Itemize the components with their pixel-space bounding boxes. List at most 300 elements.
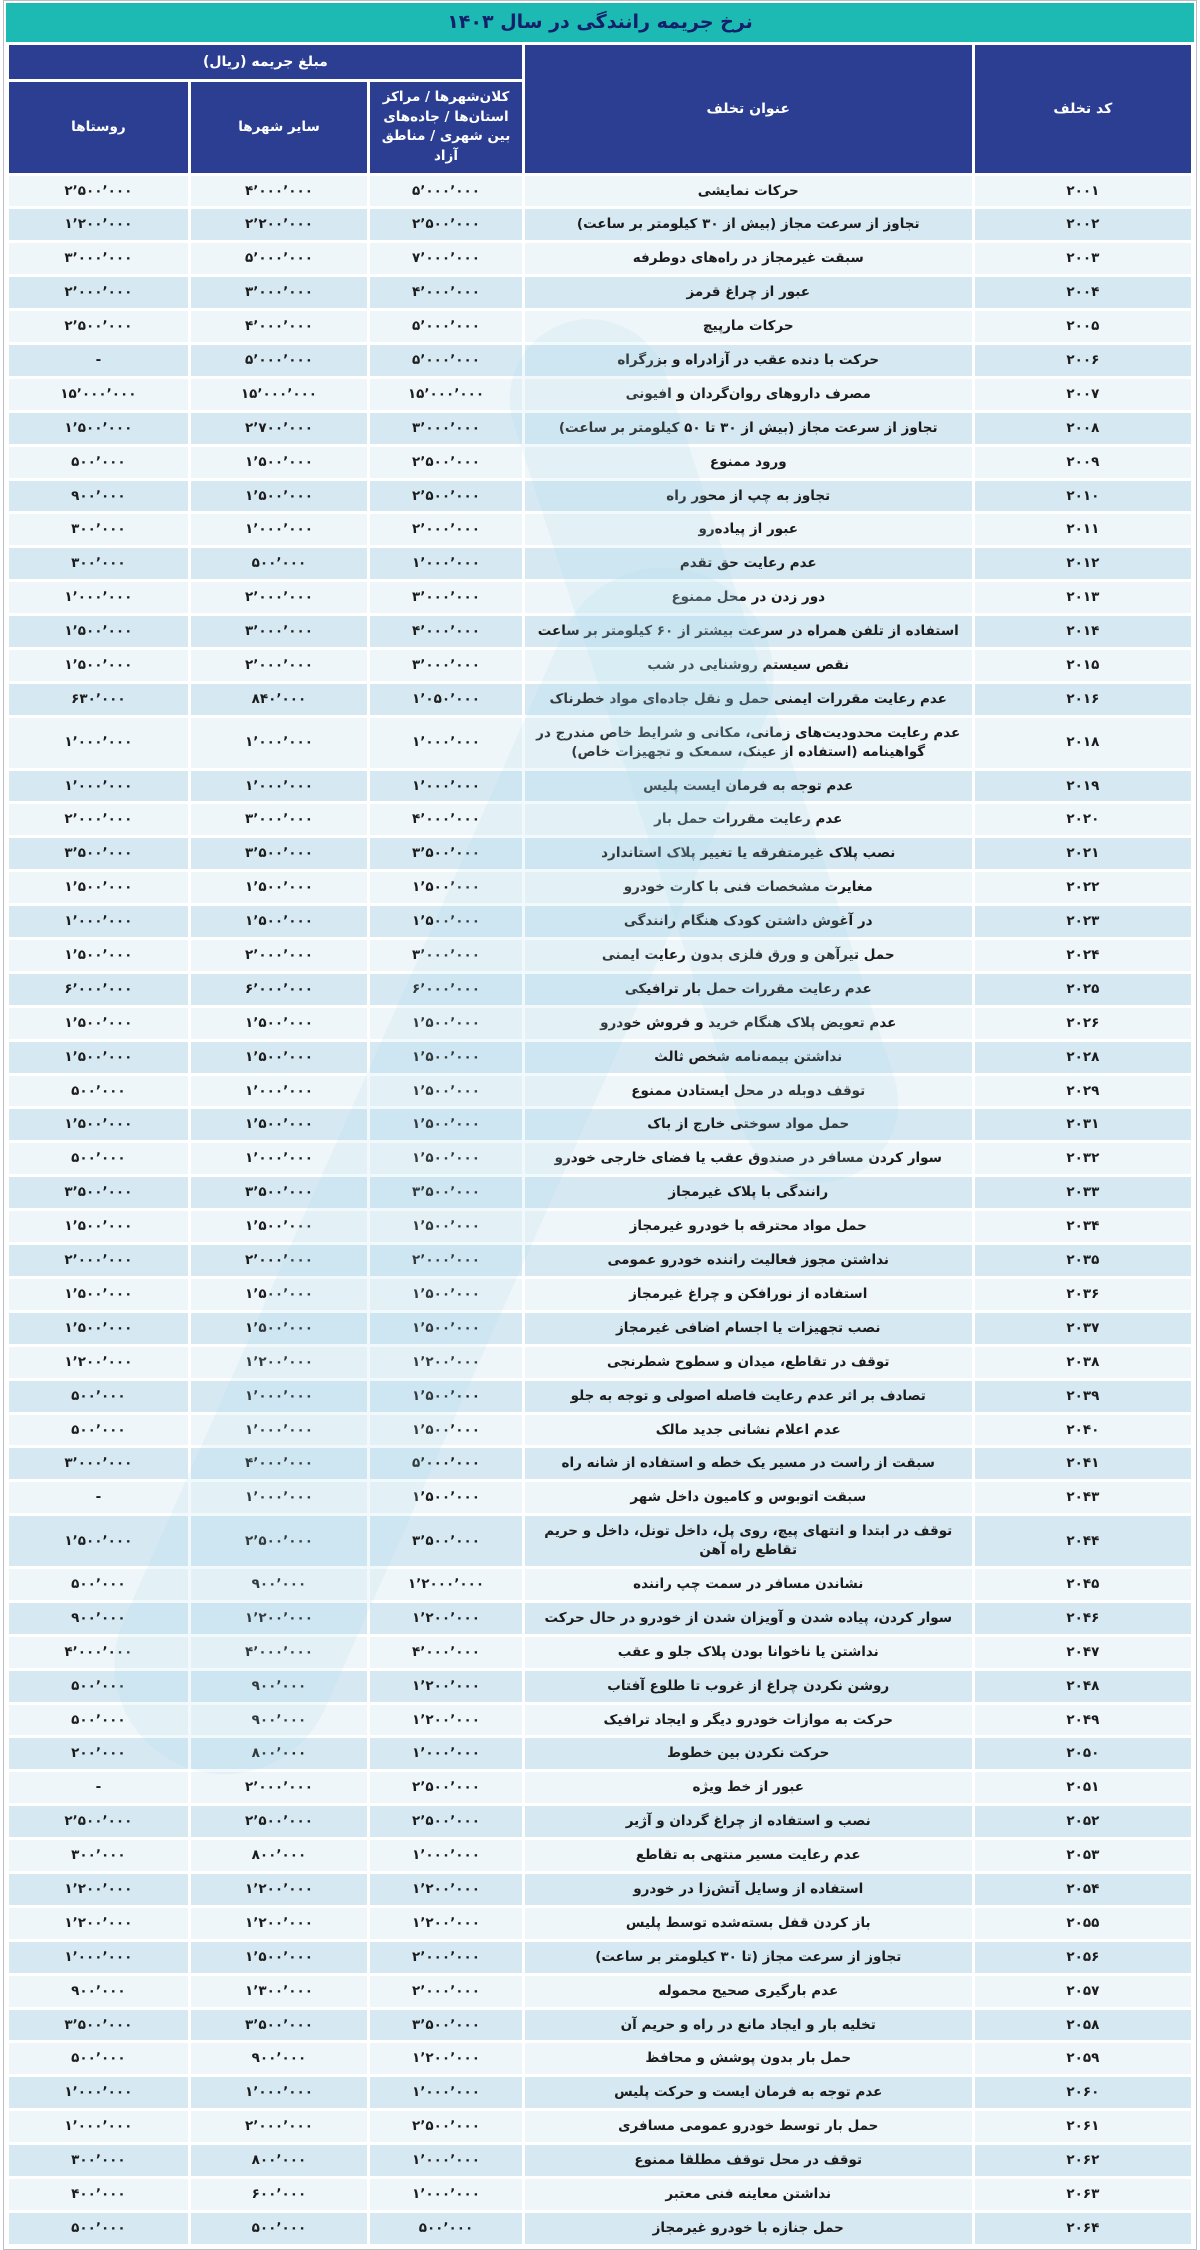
cell-code: ۲۰۲۴ (975, 940, 1191, 971)
cell-violation: عبور از چراغ قرمز (525, 277, 972, 308)
cell-violation: سوار کردن، پیاده شدن و آویزان شدن از خودرو در حال حرکت (525, 1603, 972, 1634)
cell-metropolis: ۵٬۰۰۰٬۰۰۰ (370, 176, 522, 207)
table-row (9, 718, 1191, 768)
cell-metropolis: ۱٬۵۰۰٬۰۰۰ (370, 1482, 522, 1513)
cell-metropolis: ۴٬۰۰۰٬۰۰۰ (370, 804, 522, 835)
cell-other-cities: ۲٬۰۰۰٬۰۰۰ (191, 1772, 367, 1803)
cell-code: ۲۰۱۰ (975, 481, 1191, 512)
table-row (9, 1840, 1191, 1871)
cell-villages: ۲٬۵۰۰٬۰۰۰ (9, 1806, 188, 1837)
cell-code: ۲۰۵۳ (975, 1840, 1191, 1871)
cell-villages: ۱٬۲۰۰٬۰۰۰ (9, 209, 188, 240)
cell-code: ۲۰۰۵ (975, 311, 1191, 342)
table-row (9, 771, 1191, 802)
cell-metropolis: ۱٬۰۵۰٬۰۰۰ (370, 684, 522, 715)
cell-code: ۲۰۳۶ (975, 1279, 1191, 1310)
cell-metropolis: ۱٬۲۰۰٬۰۰۰ (370, 1347, 522, 1378)
cell-metropolis: ۱٬۰۰۰٬۰۰۰ (370, 2179, 522, 2210)
cell-metropolis: ۱٬۵۰۰٬۰۰۰ (370, 1313, 522, 1344)
cell-code: ۲۰۴۸ (975, 1671, 1191, 1702)
fines-page (3, 0, 1197, 2250)
cell-other-cities: ۲٬۵۰۰٬۰۰۰ (191, 1806, 367, 1837)
cell-other-cities: ۱٬۰۰۰٬۰۰۰ (191, 1143, 367, 1174)
cell-violation: سبقت از راست در مسیر یک خطه و استفاده از شانه راه (525, 1448, 972, 1479)
cell-villages: ۱٬۵۰۰٬۰۰۰ (9, 1211, 188, 1242)
cell-villages: ۲٬۰۰۰٬۰۰۰ (9, 804, 188, 835)
table-row (9, 1008, 1191, 1039)
cell-other-cities: ۵٬۰۰۰٬۰۰۰ (191, 345, 367, 376)
cell-violation: توقف دوبله در محل ایستادن ممنوع (525, 1076, 972, 1107)
cell-code: ۲۰۵۹ (975, 2043, 1191, 2074)
cell-violation: حمل بار بدون پوشش و محافظ (525, 2043, 972, 2074)
table-row (9, 2213, 1191, 2244)
cell-violation: ورود ممنوع (525, 447, 972, 478)
cell-violation: روشن نکردن چراغ از غروب تا طلوع آفتاب (525, 1671, 972, 1702)
cell-villages: ۲٬۰۰۰٬۰۰۰ (9, 1245, 188, 1276)
table-row (9, 548, 1191, 579)
cell-metropolis: ۱٬۵۰۰٬۰۰۰ (370, 1109, 522, 1140)
cell-other-cities: ۱٬۵۰۰٬۰۰۰ (191, 1042, 367, 1073)
cell-other-cities: ۹۰۰٬۰۰۰ (191, 1569, 367, 1600)
cell-other-cities: ۱٬۵۰۰٬۰۰۰ (191, 906, 367, 937)
column-header-other-cities: سایر شهرها (191, 82, 367, 172)
cell-code: ۲۰۶۳ (975, 2179, 1191, 2210)
cell-violation: عدم بارگیری صحیح محموله (525, 1976, 972, 2007)
cell-other-cities: ۲٬۰۰۰٬۰۰۰ (191, 2111, 367, 2142)
cell-villages: ۱٬۵۰۰٬۰۰۰ (9, 1279, 188, 1310)
cell-metropolis: ۱٬۲۰۰٬۰۰۰ (370, 1705, 522, 1736)
cell-violation: عدم رعایت مسیر منتهی به تقاطع (525, 1840, 972, 1871)
table-row (9, 1415, 1191, 1446)
cell-metropolis: ۲٬۵۰۰٬۰۰۰ (370, 209, 522, 240)
cell-other-cities: ۱۵٬۰۰۰٬۰۰۰ (191, 379, 367, 410)
cell-metropolis: ۲٬۵۰۰٬۰۰۰ (370, 447, 522, 478)
table-row (9, 1908, 1191, 1939)
cell-code: ۲۰۳۳ (975, 1177, 1191, 1208)
table-row (9, 2010, 1191, 2041)
cell-violation: توقف در تقاطع، میدان و سطوح شطرنجی (525, 1347, 972, 1378)
cell-villages: ۱٬۰۰۰٬۰۰۰ (9, 906, 188, 937)
cell-villages: ۱٬۵۰۰٬۰۰۰ (9, 1008, 188, 1039)
cell-violation: حمل بار توسط خودرو عمومی مسافری (525, 2111, 972, 2142)
table-row (9, 1109, 1191, 1140)
cell-code: ۲۰۰۴ (975, 277, 1191, 308)
table-row (9, 804, 1191, 835)
cell-other-cities: ۱٬۵۰۰٬۰۰۰ (191, 872, 367, 903)
cell-metropolis: ۱٬۵۰۰٬۰۰۰ (370, 1143, 522, 1174)
cell-other-cities: ۳٬۰۰۰٬۰۰۰ (191, 277, 367, 308)
cell-other-cities: ۱٬۰۰۰٬۰۰۰ (191, 1381, 367, 1412)
table-row (9, 379, 1191, 410)
cell-villages: ۹۰۰٬۰۰۰ (9, 1603, 188, 1634)
cell-metropolis: ۳٬۰۰۰٬۰۰۰ (370, 582, 522, 613)
cell-code: ۲۰۲۰ (975, 804, 1191, 835)
cell-villages: ۳۰۰٬۰۰۰ (9, 514, 188, 545)
cell-other-cities: ۵۰۰٬۰۰۰ (191, 2213, 367, 2244)
cell-metropolis: ۱٬۰۰۰٬۰۰۰ (370, 1840, 522, 1871)
cell-metropolis: ۱٬۰۰۰٬۰۰۰ (370, 1738, 522, 1769)
cell-violation: عدم رعایت مقررات حمل بار (525, 804, 972, 835)
cell-villages: ۱٬۰۰۰٬۰۰۰ (9, 771, 188, 802)
cell-villages: ۵۰۰٬۰۰۰ (9, 1569, 188, 1600)
table-row (9, 616, 1191, 647)
cell-violation: نداشتن یا ناخوانا بودن پلاک جلو و عقب (525, 1637, 972, 1668)
table-row (9, 243, 1191, 274)
cell-other-cities: ۴٬۰۰۰٬۰۰۰ (191, 1637, 367, 1668)
cell-violation: عدم توجه به فرمان ایست و حرکت پلیس (525, 2077, 972, 2108)
cell-villages: ۱٬۵۰۰٬۰۰۰ (9, 650, 188, 681)
cell-code: ۲۰۲۲ (975, 872, 1191, 903)
cell-villages: ۲٬۵۰۰٬۰۰۰ (9, 311, 188, 342)
cell-metropolis: ۳٬۵۰۰٬۰۰۰ (370, 1177, 522, 1208)
cell-metropolis: ۶٬۰۰۰٬۰۰۰ (370, 974, 522, 1005)
table-row (9, 1245, 1191, 1276)
table-row (9, 1603, 1191, 1634)
cell-code: ۲۰۰۳ (975, 243, 1191, 274)
cell-code: ۲۰۴۷ (975, 1637, 1191, 1668)
table-row (9, 974, 1191, 1005)
cell-violation: نداشتن معاینه فنی معتبر (525, 2179, 972, 2210)
cell-villages: ۵۰۰٬۰۰۰ (9, 1671, 188, 1702)
cell-villages: ۳٬۰۰۰٬۰۰۰ (9, 1448, 188, 1479)
cell-other-cities: ۱٬۳۰۰٬۰۰۰ (191, 1976, 367, 2007)
cell-other-cities: ۲٬۰۰۰٬۰۰۰ (191, 940, 367, 971)
cell-violation: نداشتن بیمه‌نامه شخص ثالث (525, 1042, 972, 1073)
table-row (9, 1177, 1191, 1208)
cell-villages: ۱٬۲۰۰٬۰۰۰ (9, 1347, 188, 1378)
cell-metropolis: ۳٬۵۰۰٬۰۰۰ (370, 2010, 522, 2041)
cell-villages: ۵۰۰٬۰۰۰ (9, 1381, 188, 1412)
cell-other-cities: ۵۰۰٬۰۰۰ (191, 548, 367, 579)
cell-metropolis: ۱٬۵۰۰٬۰۰۰ (370, 1381, 522, 1412)
cell-code: ۲۰۰۲ (975, 209, 1191, 240)
cell-villages: ۳۰۰٬۰۰۰ (9, 1840, 188, 1871)
table-row (9, 1671, 1191, 1702)
cell-metropolis: ۱٬۰۰۰٬۰۰۰ (370, 2145, 522, 2176)
table-row (9, 1942, 1191, 1973)
cell-metropolis: ۱٬۵۰۰٬۰۰۰ (370, 1415, 522, 1446)
cell-metropolis: ۴٬۰۰۰٬۰۰۰ (370, 277, 522, 308)
cell-other-cities: ۱٬۰۰۰٬۰۰۰ (191, 2077, 367, 2108)
cell-metropolis: ۱٬۰۰۰٬۰۰۰ (370, 548, 522, 579)
cell-villages: ۵۰۰٬۰۰۰ (9, 447, 188, 478)
cell-code: ۲۰۶۰ (975, 2077, 1191, 2108)
cell-code: ۲۰۲۹ (975, 1076, 1191, 1107)
cell-violation: حرکات نمایشی (525, 176, 972, 207)
cell-metropolis: ۱٬۲۰۰٬۰۰۰ (370, 1603, 522, 1634)
cell-metropolis: ۲٬۰۰۰٬۰۰۰ (370, 514, 522, 545)
cell-violation: حرکات مارپیچ (525, 311, 972, 342)
cell-villages: ۶۳۰٬۰۰۰ (9, 684, 188, 715)
cell-other-cities: ۳٬۵۰۰٬۰۰۰ (191, 1177, 367, 1208)
table-row (9, 1482, 1191, 1513)
cell-metropolis: ۱٬۵۰۰٬۰۰۰ (370, 906, 522, 937)
table-header (9, 45, 1191, 173)
cell-metropolis: ۱٬۲۰۰٬۰۰۰ (370, 2043, 522, 2074)
column-header-villages: روستاها (9, 82, 188, 172)
cell-other-cities: ۴٬۰۰۰٬۰۰۰ (191, 1448, 367, 1479)
table-row (9, 2145, 1191, 2176)
cell-metropolis: ۴٬۰۰۰٬۰۰۰ (370, 616, 522, 647)
cell-violation: حمل جنازه با خودرو غیرمجاز (525, 2213, 972, 2244)
cell-other-cities: ۱٬۵۰۰٬۰۰۰ (191, 1109, 367, 1140)
cell-violation: توقف در محل توقف مطلقا ممنوع (525, 2145, 972, 2176)
cell-metropolis: ۱٬۵۰۰٬۰۰۰ (370, 1076, 522, 1107)
column-header-metropolis: کلان‌شهرها / مراکز استان‌ها / جاده‌های بین شهری / مناطق آزاد (370, 82, 522, 172)
cell-metropolis: ۱٬۵۰۰٬۰۰۰ (370, 1279, 522, 1310)
cell-code: ۲۰۳۸ (975, 1347, 1191, 1378)
table-row (9, 906, 1191, 937)
table-row (9, 1076, 1191, 1107)
table-row (9, 1874, 1191, 1905)
cell-villages: - (9, 345, 188, 376)
cell-villages: ۵۰۰٬۰۰۰ (9, 1415, 188, 1446)
table-row (9, 2043, 1191, 2074)
cell-villages: ۱۵٬۰۰۰٬۰۰۰ (9, 379, 188, 410)
cell-code: ۲۰۱۶ (975, 684, 1191, 715)
cell-villages: ۱٬۵۰۰٬۰۰۰ (9, 1042, 188, 1073)
cell-villages: ۶٬۰۰۰٬۰۰۰ (9, 974, 188, 1005)
cell-metropolis: ۱٬۰۰۰٬۰۰۰ (370, 771, 522, 802)
cell-other-cities: ۹۰۰٬۰۰۰ (191, 1705, 367, 1736)
cell-violation: تجاوز از سرعت مجاز (تا ۳۰ کیلومتر بر ساعت) (525, 1942, 972, 1973)
cell-code: ۲۰۳۲ (975, 1143, 1191, 1174)
fines-table-body (9, 176, 1191, 2244)
table-row (9, 2077, 1191, 2108)
table-row (9, 1143, 1191, 1174)
cell-code: ۲۰۵۶ (975, 1942, 1191, 1973)
cell-code: ۲۰۵۰ (975, 1738, 1191, 1769)
cell-code: ۲۰۱۵ (975, 650, 1191, 681)
table-row (9, 940, 1191, 971)
table-row (9, 1569, 1191, 1600)
cell-violation: دور زدن در محل ممنوع (525, 582, 972, 613)
cell-villages: ۳۰۰٬۰۰۰ (9, 548, 188, 579)
cell-other-cities: ۸۰۰٬۰۰۰ (191, 1840, 367, 1871)
table-row (9, 1279, 1191, 1310)
cell-code: ۲۰۲۱ (975, 838, 1191, 869)
table-row (9, 277, 1191, 308)
cell-villages: ۳۰۰٬۰۰۰ (9, 2145, 188, 2176)
cell-villages: ۹۰۰٬۰۰۰ (9, 1976, 188, 2007)
cell-violation: استفاده از تلفن همراه در سرعت بیشتر از ۶۰ کیلومتر بر ساعت (525, 616, 972, 647)
cell-metropolis: ۱٬۲۰۰٬۰۰۰ (370, 1908, 522, 1939)
cell-villages: ۱٬۵۰۰٬۰۰۰ (9, 940, 188, 971)
cell-code: ۲۰۶۲ (975, 2145, 1191, 2176)
cell-metropolis: ۱٬۰۰۰٬۰۰۰ (370, 2077, 522, 2108)
cell-other-cities: ۱٬۵۰۰٬۰۰۰ (191, 1008, 367, 1039)
cell-villages: ۱٬۰۰۰٬۰۰۰ (9, 2077, 188, 2108)
cell-violation: در آغوش داشتن کودک هنگام رانندگی (525, 906, 972, 937)
cell-code: ۲۰۳۴ (975, 1211, 1191, 1242)
cell-metropolis: ۱٬۵۰۰٬۰۰۰ (370, 1042, 522, 1073)
cell-villages: ۵۰۰٬۰۰۰ (9, 1076, 188, 1107)
cell-violation: باز کردن قفل بسته‌شده توسط پلیس (525, 1908, 972, 1939)
cell-metropolis: ۲٬۵۰۰٬۰۰۰ (370, 481, 522, 512)
cell-metropolis: ۲٬۵۰۰٬۰۰۰ (370, 1806, 522, 1837)
cell-metropolis: ۲٬۰۰۰٬۰۰۰ (370, 1942, 522, 1973)
cell-code: ۲۰۴۶ (975, 1603, 1191, 1634)
cell-other-cities: ۸۴۰٬۰۰۰ (191, 684, 367, 715)
cell-other-cities: ۱٬۵۰۰٬۰۰۰ (191, 1942, 367, 1973)
table-row (9, 1211, 1191, 1242)
cell-violation: سوار کردن مسافر در صندوق عقب یا فضای خارجی خودرو (525, 1143, 972, 1174)
cell-other-cities: ۹۰۰٬۰۰۰ (191, 1671, 367, 1702)
cell-metropolis: ۳٬۵۰۰٬۰۰۰ (370, 838, 522, 869)
column-header-violation: عنوان تخلف (525, 45, 972, 173)
cell-villages: ۴۰۰٬۰۰۰ (9, 2179, 188, 2210)
cell-violation: رانندگی با پلاک غیرمجاز (525, 1177, 972, 1208)
cell-other-cities: ۱٬۰۰۰٬۰۰۰ (191, 514, 367, 545)
column-group-fine-amount: مبلغ جریمه (ریال) (9, 45, 522, 79)
cell-metropolis: ۱٬۲۰۰٬۰۰۰ (370, 1671, 522, 1702)
column-header-code: کد تخلف (975, 45, 1191, 173)
cell-other-cities: ۱٬۲۰۰٬۰۰۰ (191, 1874, 367, 1905)
cell-metropolis: ۳٬۰۰۰٬۰۰۰ (370, 940, 522, 971)
cell-other-cities: ۱٬۵۰۰٬۰۰۰ (191, 447, 367, 478)
cell-code: ۲۰۳۷ (975, 1313, 1191, 1344)
cell-other-cities: ۲٬۷۰۰٬۰۰۰ (191, 413, 367, 444)
table-row (9, 582, 1191, 613)
cell-violation: تجاوز به چپ از محور راه (525, 481, 972, 512)
cell-code: ۲۰۳۵ (975, 1245, 1191, 1276)
cell-other-cities: ۶۰۰٬۰۰۰ (191, 2179, 367, 2210)
cell-code: ۲۰۳۹ (975, 1381, 1191, 1412)
cell-metropolis: ۵٬۰۰۰٬۰۰۰ (370, 1448, 522, 1479)
cell-violation: تجاوز از سرعت مجاز (بیش از ۳۰ تا ۵۰ کیلومتر بر ساعت) (525, 413, 972, 444)
cell-villages: ۵۰۰٬۰۰۰ (9, 1705, 188, 1736)
cell-other-cities: ۴٬۰۰۰٬۰۰۰ (191, 311, 367, 342)
table-row (9, 1347, 1191, 1378)
table-row (9, 1637, 1191, 1668)
cell-code: ۲۰۱۱ (975, 514, 1191, 545)
cell-villages: ۹۰۰٬۰۰۰ (9, 481, 188, 512)
cell-other-cities: ۳٬۰۰۰٬۰۰۰ (191, 804, 367, 835)
cell-metropolis: ۱۵٬۰۰۰٬۰۰۰ (370, 379, 522, 410)
cell-violation: مصرف داروهای روان‌گردان و افیونی (525, 379, 972, 410)
table-row (9, 1516, 1191, 1566)
cell-metropolis: ۲٬۰۰۰٬۰۰۰ (370, 1976, 522, 2007)
cell-code: ۲۰۶۱ (975, 2111, 1191, 2142)
cell-violation: حرکت به موازات خودرو دیگر و ایجاد ترافیک (525, 1705, 972, 1736)
cell-violation: نشاندن مسافر در سمت چپ راننده (525, 1569, 972, 1600)
cell-code: ۲۰۱۴ (975, 616, 1191, 647)
table-row (9, 684, 1191, 715)
cell-violation: نصب پلاک غیرمتفرقه یا تغییر پلاک استاندارد (525, 838, 972, 869)
cell-violation: نقص سیستم روشنایی در شب (525, 650, 972, 681)
cell-code: ۲۰۲۳ (975, 906, 1191, 937)
cell-other-cities: ۱٬۵۰۰٬۰۰۰ (191, 481, 367, 512)
cell-other-cities: ۱٬۰۰۰٬۰۰۰ (191, 771, 367, 802)
cell-code: ۲۰۱۸ (975, 718, 1191, 768)
cell-violation: تخلیه بار و ایجاد مانع در راه و حریم آن (525, 2010, 972, 2041)
cell-metropolis: ۵٬۰۰۰٬۰۰۰ (370, 311, 522, 342)
table-row (9, 345, 1191, 376)
cell-villages: ۳٬۰۰۰٬۰۰۰ (9, 243, 188, 274)
cell-metropolis: ۵۰۰٬۰۰۰ (370, 2213, 522, 2244)
cell-code: ۲۰۱۹ (975, 771, 1191, 802)
cell-violation: حمل مواد محترقه با خودرو غیرمجاز (525, 1211, 972, 1242)
cell-other-cities: ۲٬۰۰۰٬۰۰۰ (191, 1245, 367, 1276)
cell-metropolis: ۷٬۰۰۰٬۰۰۰ (370, 243, 522, 274)
cell-metropolis: ۲٬۵۰۰٬۰۰۰ (370, 2111, 522, 2142)
cell-code: ۲۰۰۹ (975, 447, 1191, 478)
cell-villages: ۱٬۰۰۰٬۰۰۰ (9, 2111, 188, 2142)
cell-code: ۲۰۵۲ (975, 1806, 1191, 1837)
fines-table (6, 42, 1194, 2247)
table-row (9, 209, 1191, 240)
cell-code: ۲۰۲۶ (975, 1008, 1191, 1039)
cell-violation: عدم رعایت محدودیت‌های زمانی، مکانی و شرایط خاص مندرج در گواهینامه (استفاده از عینک، سمعک و تجهیزات خاص) (525, 718, 972, 768)
cell-villages: ۴٬۰۰۰٬۰۰۰ (9, 1637, 188, 1668)
cell-metropolis: ۳٬۵۰۰٬۰۰۰ (370, 1516, 522, 1566)
cell-code: ۲۰۲۸ (975, 1042, 1191, 1073)
cell-villages: ۲٬۵۰۰٬۰۰۰ (9, 176, 188, 207)
cell-violation: تصادف بر اثر عدم رعایت فاصله اصولی و توجه به جلو (525, 1381, 972, 1412)
cell-villages: ۵۰۰٬۰۰۰ (9, 2043, 188, 2074)
table-row (9, 1042, 1191, 1073)
cell-other-cities: ۲٬۵۰۰٬۰۰۰ (191, 1516, 367, 1566)
cell-violation: حرکت با دنده عقب در آزادراه و بزرگراه (525, 345, 972, 376)
table-row (9, 1381, 1191, 1412)
cell-violation: عدم اعلام نشانی جدید مالک (525, 1415, 972, 1446)
cell-villages: ۱٬۵۰۰٬۰۰۰ (9, 1313, 188, 1344)
cell-violation: مغایرت مشخصات فنی با کارت خودرو (525, 872, 972, 903)
cell-violation: نصب و استفاده از چراغ گردان و آژیر (525, 1806, 972, 1837)
table-row (9, 2111, 1191, 2142)
cell-code: ۲۰۶۴ (975, 2213, 1191, 2244)
cell-code: ۲۰۴۴ (975, 1516, 1191, 1566)
cell-other-cities: ۲٬۲۰۰٬۰۰۰ (191, 209, 367, 240)
cell-villages: ۱٬۲۰۰٬۰۰۰ (9, 1874, 188, 1905)
cell-code: ۲۰۱۲ (975, 548, 1191, 579)
cell-violation: استفاده از نورافکن و چراغ غیرمجاز (525, 1279, 972, 1310)
cell-metropolis: ۱٬۰۰۰٬۰۰۰ (370, 718, 522, 768)
table-row (9, 1772, 1191, 1803)
cell-code: ۲۰۴۳ (975, 1482, 1191, 1513)
cell-violation: عدم رعایت حق تقدم (525, 548, 972, 579)
cell-other-cities: ۱٬۰۰۰٬۰۰۰ (191, 1482, 367, 1513)
cell-other-cities: ۳٬۵۰۰٬۰۰۰ (191, 838, 367, 869)
cell-villages: ۱٬۵۰۰٬۰۰۰ (9, 1109, 188, 1140)
cell-violation: استفاده از وسایل آتش‌زا در خودرو (525, 1874, 972, 1905)
cell-villages: - (9, 1772, 188, 1803)
table-row (9, 1976, 1191, 2007)
cell-code: ۲۰۳۱ (975, 1109, 1191, 1140)
table-row (9, 838, 1191, 869)
cell-other-cities: ۶٬۰۰۰٬۰۰۰ (191, 974, 367, 1005)
cell-violation: عدم تعویض پلاک هنگام خرید و فروش خودرو (525, 1008, 972, 1039)
cell-villages: ۳٬۵۰۰٬۰۰۰ (9, 1177, 188, 1208)
cell-villages: ۱٬۰۰۰٬۰۰۰ (9, 1942, 188, 1973)
cell-other-cities: ۱٬۵۰۰٬۰۰۰ (191, 1279, 367, 1310)
cell-villages: ۱٬۵۰۰٬۰۰۰ (9, 616, 188, 647)
cell-violation: عدم رعایت مقررات حمل بار ترافیکی (525, 974, 972, 1005)
cell-violation: عدم توجه به فرمان ایست پلیس (525, 771, 972, 802)
cell-code: ۲۰۴۵ (975, 1569, 1191, 1600)
cell-villages: - (9, 1482, 188, 1513)
table-row (9, 1806, 1191, 1837)
cell-metropolis: ۱٬۵۰۰٬۰۰۰ (370, 1211, 522, 1242)
cell-other-cities: ۸۰۰٬۰۰۰ (191, 1738, 367, 1769)
cell-other-cities: ۱٬۰۰۰٬۰۰۰ (191, 1076, 367, 1107)
table-row (9, 1448, 1191, 1479)
cell-code: ۲۰۵۷ (975, 1976, 1191, 2007)
cell-code: ۲۰۰۷ (975, 379, 1191, 410)
cell-metropolis: ۱٬۵۰۰٬۰۰۰ (370, 1008, 522, 1039)
table-row (9, 176, 1191, 207)
cell-other-cities: ۱٬۵۰۰٬۰۰۰ (191, 1313, 367, 1344)
